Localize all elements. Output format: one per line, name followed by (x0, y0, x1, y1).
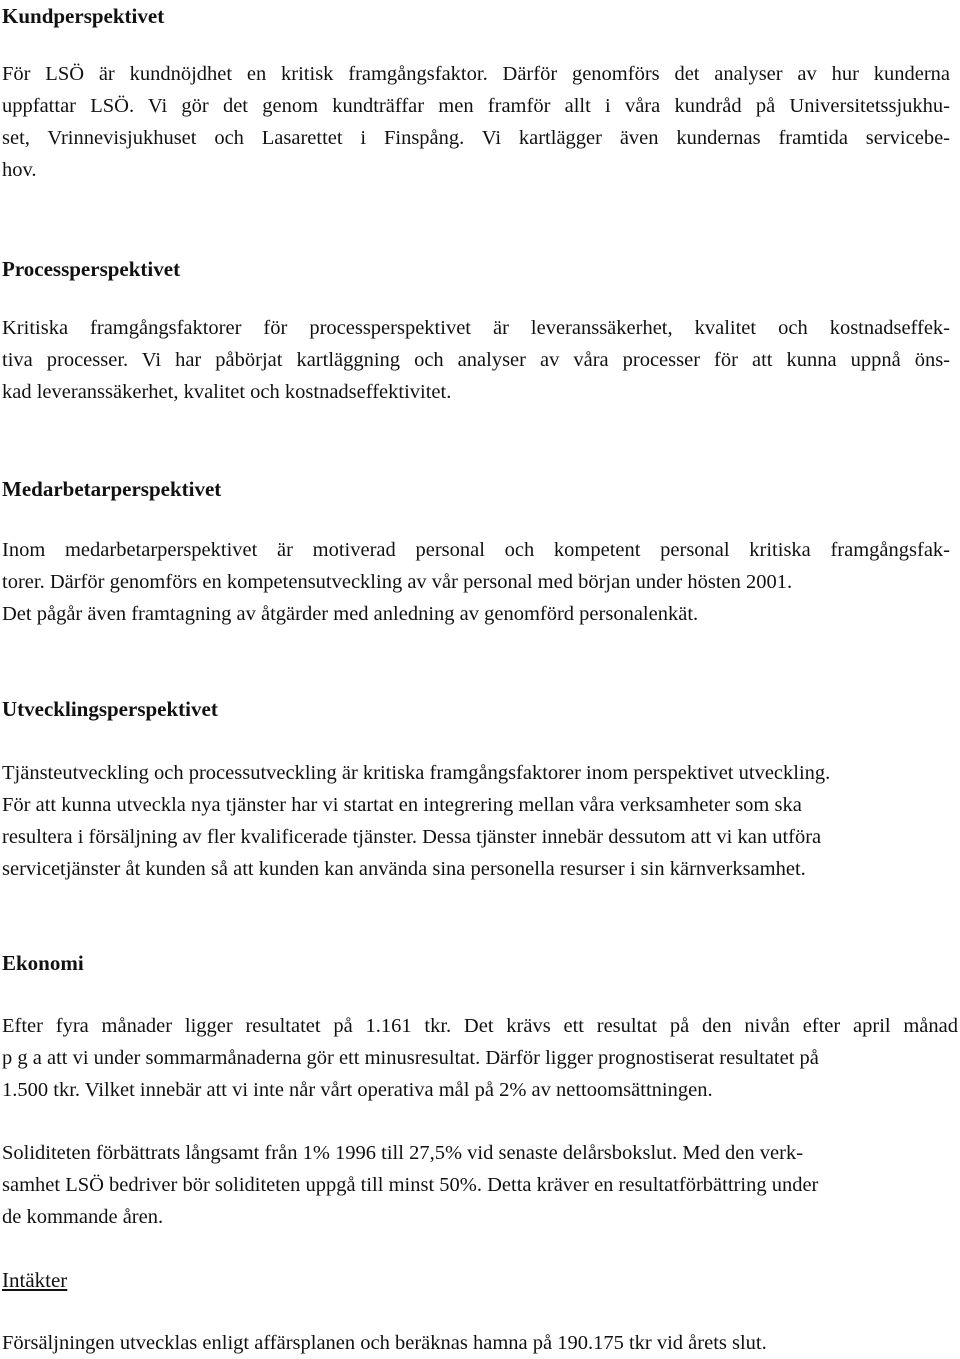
paragraph-medarbetarperspektivet (2, 534, 950, 630)
paragraph-ekonomi-resultat (2, 1010, 958, 1106)
text-line: servicetjänster åt kunden så att kunden kan använda sina personella resurser i sin kärnverksamhet. (2, 858, 806, 880)
text-line: hov. (2, 159, 37, 181)
text-line: Försäljningen utvecklas enligt affärsplanen och beräknas hamna på 190.175 tkr vid årets slut. (2, 1332, 767, 1354)
text-line: tiva processer. Vi har påbörjat kartläggning och analyser av våra processer för att kunna uppnå öns- (2, 349, 950, 371)
text-line: set, Vrinnevisjukhuset och Lasarettet i Finspång. Vi kartlägger även kundernas framtida servicebe- (2, 127, 950, 149)
heading-utvecklingsperspektivet: Utvecklingsperspektivet (2, 697, 218, 721)
paragraph-utvecklingsperspektivet (2, 757, 950, 885)
text-line: resultera i försäljning av fler kvalificerade tjänster. Dessa tjänster innebär dessutom att vi kan utföra (2, 826, 822, 848)
paragraph-intakter (2, 1327, 950, 1359)
text-line: För att kunna utveckla nya tjänster har vi startat en integrering mellan våra verksamheter som ska (2, 794, 802, 816)
text-line: de kommande åren. (2, 1206, 164, 1228)
heading-processperspektivet: Processperspektivet (2, 257, 181, 281)
text-line: Det pågår även framtagning av åtgärder med anledning av genomförd personalenkät. (2, 603, 699, 625)
text-line: 1.500 tkr. Vilket innebär att vi inte når vårt operativa mål på 2% av nettoomsättningen. (2, 1079, 713, 1101)
text-line: Kritiska framgångsfaktorer för processperspektivet är leveranssäkerhet, kvalitet och kostnadseffek- (2, 317, 950, 339)
heading-medarbetarperspektivet: Medarbetarperspektivet (2, 477, 222, 501)
text-line: För LSÖ är kundnöjdhet en kritisk framgångsfaktor. Därför genomförs det analyser av hur kunderna (2, 63, 950, 85)
text-line: Soliditeten förbättrats långsamt från 1% 1996 till 27,5% vid senaste delårsbokslut. Med den verk- (2, 1142, 804, 1164)
text-line: samhet LSÖ bedriver bör soliditeten uppgå till minst 50%. Detta kräver en resultatförbättring under (2, 1174, 819, 1196)
text-line: p g a att vi under sommarmånaderna gör ett minusresultat. Därför ligger prognostiserat resultatet på (2, 1047, 819, 1069)
paragraph-kundperspektivet (2, 58, 950, 186)
text-line: uppfattar LSÖ. Vi gör det genom kundträffar men framför allt i våra kundråd på Universitetssjukhu- (2, 95, 950, 117)
paragraph-processperspektivet (2, 312, 950, 408)
text-line: torer. Därför genomförs en kompetensutveckling av vår personal med början under hösten 2001. (2, 571, 793, 593)
heading-kundperspektivet: Kundperspektivet (2, 4, 165, 28)
text-line: Efter fyra månader ligger resultatet på 1.161 tkr. Det krävs ett resultat på den nivån efter april månad (2, 1015, 958, 1037)
heading-ekonomi: Ekonomi (2, 951, 84, 975)
text-line: Inom medarbetarperspektivet är motiverad personal och kompetent personal kritiska framgångsfak- (2, 539, 950, 561)
heading-intakter: Intäkter (2, 1268, 68, 1292)
text-line: kad leveranssäkerhet, kvalitet och kostnadseffektivitet. (2, 381, 452, 403)
text-line: Tjänsteutveckling och processutveckling är kritiska framgångsfaktorer inom perspektivet utveckling. (2, 762, 831, 784)
paragraph-ekonomi-soliditet (2, 1137, 950, 1233)
